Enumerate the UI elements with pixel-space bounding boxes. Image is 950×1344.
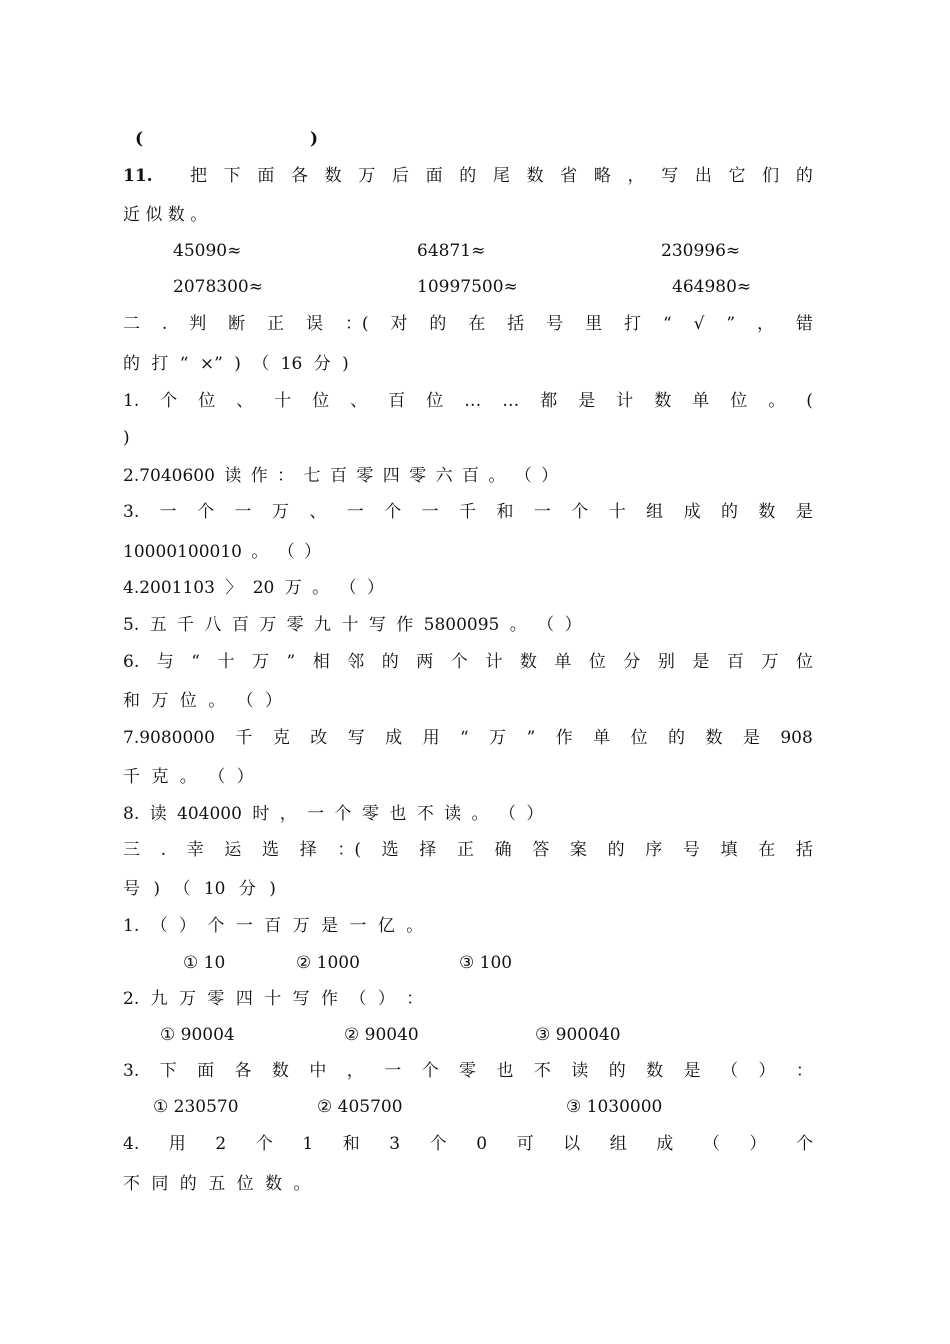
s2-item-1-cont: )	[123, 428, 130, 448]
token: 个	[450, 652, 468, 672]
token: 一	[234, 502, 252, 522]
token: ”	[526, 728, 536, 748]
s3-q4-cont: 不 同 的 五 位 数 。	[123, 1174, 311, 1194]
token: 成	[656, 1134, 674, 1154]
token: 面	[425, 166, 443, 186]
s2-item-8: 8. 读 404000 时 ， 一 个 零 也 不 读 。 （ ）	[123, 804, 544, 824]
token: 写	[661, 166, 679, 186]
token: 和	[342, 1134, 360, 1154]
s3-q3-stem	[123, 1057, 813, 1085]
token: 数	[654, 391, 672, 411]
token: 6.	[123, 652, 140, 672]
token: 幸	[186, 840, 204, 860]
token: 出	[694, 166, 712, 186]
token: 后	[391, 166, 409, 186]
token: （	[702, 1134, 720, 1154]
token: 选	[381, 840, 399, 860]
token: 1.	[123, 391, 140, 411]
token: 用	[168, 1134, 186, 1154]
q11-item-2: 64871≈	[417, 241, 486, 261]
token: 三	[123, 840, 140, 860]
q11-question-cont: 近 似 数 。	[123, 205, 208, 225]
token: 面	[257, 166, 275, 186]
token: 位	[730, 391, 748, 411]
q11-item-4: 2078300≈	[173, 277, 263, 297]
q11-item-1: 45090≈	[173, 241, 242, 261]
token: 组	[646, 502, 664, 522]
token: (	[806, 391, 813, 411]
token: 克	[272, 728, 290, 748]
token: 里	[585, 314, 603, 334]
token: 与	[156, 652, 174, 672]
token: 择	[299, 840, 317, 860]
token: 作	[555, 728, 573, 748]
token: 个	[571, 502, 589, 522]
token: 是	[742, 728, 760, 748]
token: 案	[569, 840, 587, 860]
s2-item-2: 2.7040600 读 作 ： 七 百 零 四 零 六 百 。 （ ）	[123, 466, 559, 486]
token: 的	[608, 1061, 626, 1081]
s3-q1-option-1: ① 10	[183, 953, 226, 973]
token: 断	[228, 314, 246, 334]
token: 个	[160, 391, 178, 411]
section-3-heading-cont: 号 ) （ 10 分 )	[123, 879, 276, 899]
q11-number: 11.	[123, 166, 153, 186]
token: 相	[312, 652, 330, 672]
section-2-heading	[123, 310, 813, 338]
s2-item-3	[123, 498, 813, 526]
token: 填	[720, 840, 738, 860]
token: 两	[416, 652, 434, 672]
token: 选	[262, 840, 280, 860]
token: 二	[123, 314, 140, 334]
token: 和	[496, 502, 514, 522]
token: “	[460, 728, 469, 748]
token: 号	[546, 314, 564, 334]
s3-q1-stem: 1. （ ） 个 一 百 万 是 一 亿 。	[123, 916, 424, 936]
token: 个	[795, 1134, 813, 1154]
token: 略	[593, 166, 611, 186]
token: 0	[476, 1134, 488, 1154]
token: 读	[571, 1061, 589, 1081]
s3-q2-option-1: ① 90004	[160, 1025, 235, 1045]
token: 打	[624, 314, 642, 334]
q10-open-paren: (	[135, 129, 144, 149]
s2-item-5: 5. 五 千 八 百 万 零 九 十 写 作 5800095 。 （ ）	[123, 615, 582, 635]
token: 各	[290, 166, 308, 186]
section-2-heading-cont: 的 打 “ ×” ) （ 16 分 )	[123, 354, 349, 374]
token: 百	[388, 391, 406, 411]
token: 位	[426, 391, 444, 411]
token: 的	[720, 502, 738, 522]
s3-q3-option-1: ① 230570	[153, 1097, 239, 1117]
token: 万	[271, 502, 289, 522]
token: ）	[758, 1061, 776, 1081]
token: 的	[429, 314, 447, 334]
token: 一	[384, 1061, 402, 1081]
token: 个	[255, 1134, 273, 1154]
q10-close-paren: )	[310, 129, 319, 149]
token: 改	[310, 728, 328, 748]
token: 判	[189, 314, 207, 334]
token: 个	[384, 502, 402, 522]
token: ”	[286, 652, 296, 672]
token: 正	[456, 840, 474, 860]
token: 的	[795, 166, 813, 186]
s2-item-7	[123, 724, 813, 752]
token: 数	[526, 166, 544, 186]
token: 位	[312, 391, 330, 411]
s3-q2-stem: 2. 九 万 零 四 十 写 作 （ ） ：	[123, 989, 424, 1009]
token: 位	[630, 728, 648, 748]
token: 1	[302, 1134, 314, 1154]
token: 4.	[123, 1134, 140, 1154]
s2-item-1	[123, 387, 813, 415]
token: 分	[623, 652, 641, 672]
token: 零	[459, 1061, 477, 1081]
token: 万	[358, 166, 376, 186]
token: 一	[421, 502, 439, 522]
token: 邻	[347, 652, 365, 672]
token: 的	[381, 652, 399, 672]
q11-item-6: 464980≈	[672, 277, 752, 297]
token: 号	[682, 840, 700, 860]
token: 百	[726, 652, 744, 672]
token: 用	[422, 728, 440, 748]
token: 十	[274, 391, 292, 411]
token: 位	[588, 652, 606, 672]
token: 括	[795, 840, 813, 860]
token: 成	[683, 502, 701, 522]
token: 把	[190, 166, 207, 186]
token: 十	[217, 652, 235, 672]
token: 答	[532, 840, 550, 860]
token: 数	[324, 166, 342, 186]
token: 、	[309, 502, 327, 522]
token: √	[693, 314, 705, 334]
token: 以	[563, 1134, 581, 1154]
token: ：	[795, 1061, 813, 1081]
s2-item-7-cont: 千 克 。 （ ）	[123, 767, 254, 787]
token: 十	[608, 502, 626, 522]
token: 在	[468, 314, 486, 334]
token: 择	[419, 840, 437, 860]
token: 正	[267, 314, 285, 334]
token: 的	[459, 166, 477, 186]
token: 千	[235, 728, 253, 748]
token: …	[464, 391, 482, 411]
token: 序	[645, 840, 663, 860]
token: “	[662, 314, 672, 334]
token: 计	[485, 652, 503, 672]
token: 位	[198, 391, 216, 411]
token: 写	[347, 728, 365, 748]
token: 确	[494, 840, 512, 860]
token: 在	[758, 840, 776, 860]
token: ，	[627, 166, 645, 186]
token: 对	[390, 314, 408, 334]
token: 、	[350, 391, 368, 411]
token: 数	[646, 1061, 664, 1081]
token: 尾	[492, 166, 510, 186]
s3-q1-option-2: ② 1000	[296, 953, 360, 973]
token: 千	[459, 502, 477, 522]
token: 各	[234, 1061, 252, 1081]
token: 计	[616, 391, 634, 411]
token: …	[502, 391, 520, 411]
token: 是	[795, 502, 813, 522]
token: 万	[489, 728, 507, 748]
token: ，	[756, 314, 774, 334]
token: 。	[768, 391, 786, 411]
token: 别	[657, 652, 675, 672]
s3-q2-option-2: ② 90040	[344, 1025, 419, 1045]
s2-item-3-cont: 10000100010 。 （ ）	[123, 542, 322, 562]
token: 数	[519, 652, 537, 672]
token: 括	[507, 314, 525, 334]
token: 下	[159, 1061, 177, 1081]
s3-q1-option-3: ③ 100	[459, 953, 513, 973]
section-3-heading	[123, 836, 813, 864]
token: 3.	[123, 1061, 140, 1081]
token: ）	[749, 1134, 767, 1154]
token: 908	[780, 728, 813, 748]
token: 个	[429, 1134, 447, 1154]
token: 组	[609, 1134, 627, 1154]
s2-item-6	[123, 648, 813, 676]
token: ，	[346, 1061, 364, 1081]
token: （	[720, 1061, 738, 1081]
token: 下	[223, 166, 241, 186]
token: 、	[236, 391, 254, 411]
token: 数	[271, 1061, 289, 1081]
token: 一	[159, 502, 177, 522]
token: ”	[726, 314, 736, 334]
token: 3.	[123, 502, 140, 522]
token: 的	[668, 728, 686, 748]
s3-q4-stem	[123, 1130, 813, 1158]
token: 都	[540, 391, 558, 411]
token: 的	[607, 840, 625, 860]
token: 它	[728, 166, 746, 186]
s2-item-4: 4.2001103 〉 20 万 。 （ ）	[123, 578, 384, 598]
token: 数	[758, 502, 776, 522]
token: .	[160, 840, 167, 860]
token: 位	[795, 652, 813, 672]
s2-item-6-cont: 和 万 位 。 （ ）	[123, 691, 283, 711]
token: 也	[496, 1061, 514, 1081]
token: 是	[692, 652, 710, 672]
token: 7.9080000	[123, 728, 215, 748]
token: 一	[533, 502, 551, 522]
token: 们	[762, 166, 780, 186]
token: 可	[516, 1134, 534, 1154]
s3-q2-option-3: ③ 900040	[535, 1025, 621, 1045]
token: 个	[197, 502, 215, 522]
token: 2	[215, 1134, 227, 1154]
token: 省	[560, 166, 578, 186]
token: 3	[389, 1134, 401, 1154]
token: ：(	[344, 314, 369, 334]
token: 一	[346, 502, 364, 522]
token: .	[161, 314, 168, 334]
q11-item-3: 230996≈	[661, 241, 741, 261]
token: 数	[705, 728, 723, 748]
token: 误	[306, 314, 324, 334]
token: 中	[309, 1061, 327, 1081]
token: ：(	[337, 840, 361, 860]
s3-q3-option-3: ③ 1030000	[566, 1097, 663, 1117]
s3-q3-option-2: ② 405700	[317, 1097, 403, 1117]
token: 单	[554, 652, 572, 672]
q11-question-line	[190, 162, 813, 190]
token: 单	[593, 728, 611, 748]
token: 面	[197, 1061, 215, 1081]
token: 单	[692, 391, 710, 411]
token: 运	[224, 840, 242, 860]
token: 个	[421, 1061, 439, 1081]
token: 不	[533, 1061, 551, 1081]
token: 是	[578, 391, 596, 411]
q11-item-5: 10997500≈	[417, 277, 518, 297]
token: 是	[683, 1061, 701, 1081]
token: 成	[385, 728, 403, 748]
token: 万	[252, 652, 269, 672]
token: 错	[795, 314, 813, 334]
token: 万	[761, 652, 779, 672]
token: “	[191, 652, 200, 672]
